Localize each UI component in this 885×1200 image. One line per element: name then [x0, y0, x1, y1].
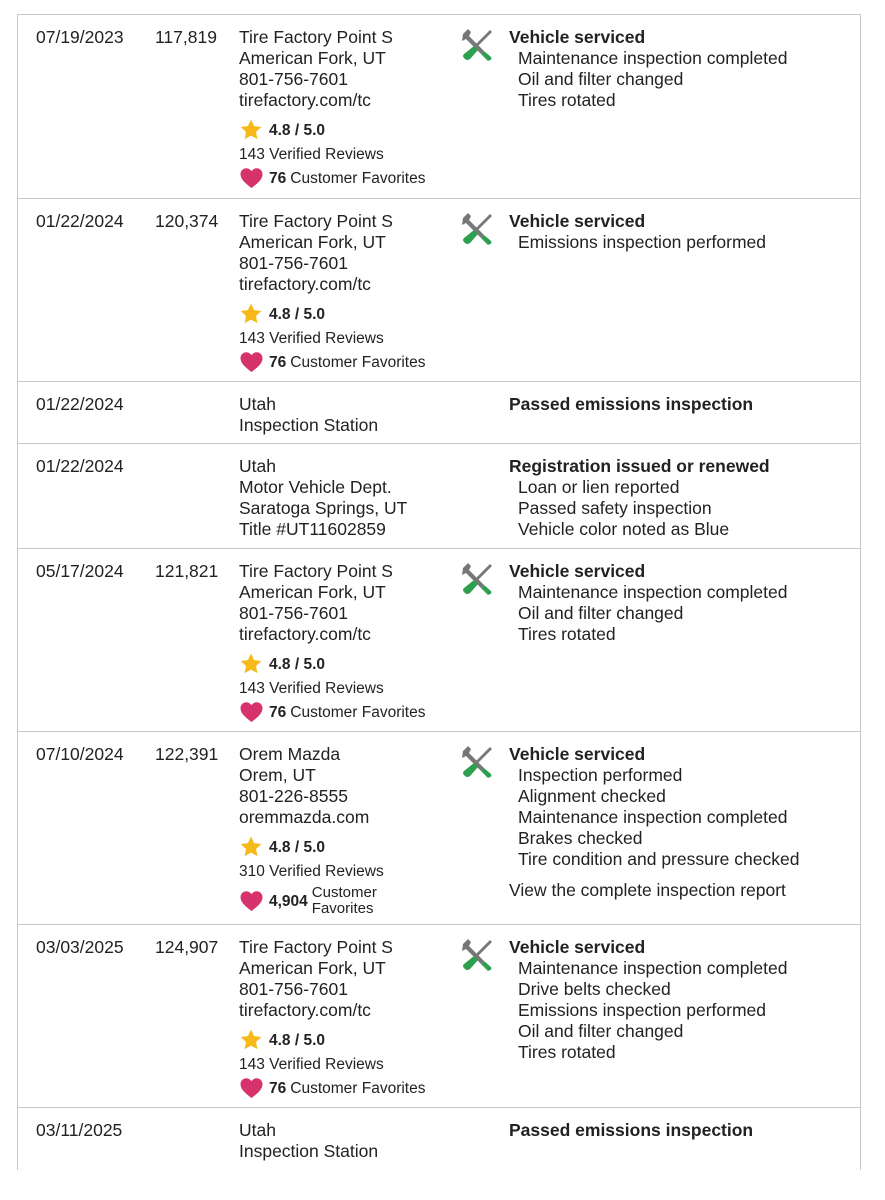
heart-icon [239, 701, 264, 723]
source-line: American Fork, UT [239, 958, 386, 978]
source-line: Motor Vehicle Dept. [239, 477, 392, 497]
source-line: Utah [239, 456, 276, 476]
rating-value: 4.8 / 5.0 [269, 305, 326, 323]
record-details [509, 744, 854, 901]
verified-reviews: 310 Verified Reviews [239, 863, 384, 880]
favorites-count: 76 [269, 353, 287, 371]
detail-item: Maintenance inspection completed [518, 48, 788, 68]
detail-item: Emissions inspection performed [518, 1000, 767, 1020]
detail-item: Oil and filter changed [518, 69, 684, 89]
source-line: 801-756-7601 [239, 253, 348, 273]
service-tools-icon [460, 212, 494, 246]
source-line: tirefactory.com/tc [239, 90, 371, 110]
detail-item: Tire condition and pressure checked [518, 849, 800, 869]
detail-item: Vehicle color noted as Blue [518, 519, 730, 539]
odometer-reading: 120,374 [155, 211, 219, 231]
source-line: 801-756-7601 [239, 979, 348, 999]
rating-row [239, 117, 454, 143]
record-source [239, 744, 454, 919]
record-source [239, 394, 454, 436]
detail-item: Oil and filter changed [518, 1021, 684, 1041]
history-record-row [18, 199, 860, 382]
source-line: Inspection Station [239, 1141, 379, 1161]
record-details [509, 1120, 854, 1141]
customer-favorites [239, 1076, 454, 1100]
detail-item: Maintenance inspection completed [518, 958, 788, 978]
customer-favorites [239, 350, 454, 374]
history-record-row [18, 549, 860, 732]
detail-item: Loan or lien reported [518, 477, 680, 497]
heart-icon [239, 890, 264, 912]
heart-icon [239, 167, 264, 189]
verified-reviews: 143 Verified Reviews [239, 1056, 384, 1073]
source-line: American Fork, UT [239, 48, 386, 68]
history-record-row [18, 1108, 860, 1170]
detail-item: Tires rotated [518, 90, 616, 110]
vehicle-history-table [17, 14, 861, 1170]
favorites-label: Customer Favorites [290, 169, 426, 187]
odometer-reading: 124,907 [155, 937, 219, 957]
source-line: Orem Mazda [239, 744, 341, 764]
record-source [239, 561, 454, 724]
odometer-reading: 117,819 [155, 27, 217, 47]
detail-item: Tires rotated [518, 624, 616, 644]
history-record-row [18, 382, 860, 444]
record-date: 01/22/2024 [36, 456, 124, 476]
detail-item: Emissions inspection performed [518, 232, 767, 252]
odometer-reading: 122,391 [155, 744, 219, 764]
record-details [509, 394, 854, 415]
record-date: 07/10/2024 [36, 744, 124, 764]
source-line: American Fork, UT [239, 232, 386, 252]
detail-item: Oil and filter changed [518, 603, 684, 623]
detail-item: Alignment checked [518, 786, 666, 806]
detail-item: Maintenance inspection completed [518, 807, 788, 827]
rating-value: 4.8 / 5.0 [269, 838, 326, 856]
record-date: 01/22/2024 [36, 211, 124, 231]
customer-favorites [239, 883, 454, 919]
customer-favorites [239, 700, 454, 724]
source-line: Utah [239, 1120, 276, 1140]
record-heading: Registration issued or renewed [509, 456, 770, 476]
star-icon [239, 835, 263, 859]
source-line: Tire Factory Point S [239, 561, 393, 581]
source-line: Tire Factory Point S [239, 27, 393, 47]
service-tools-icon [460, 745, 494, 779]
record-source [239, 27, 454, 190]
source-line: tirefactory.com/tc [239, 624, 371, 644]
detail-item: Tires rotated [518, 1042, 616, 1062]
record-details [509, 456, 854, 540]
record-heading: Vehicle serviced [509, 27, 646, 47]
source-line: Title #UT11602859 [239, 519, 386, 539]
source-line: Tire Factory Point S [239, 937, 393, 957]
record-source [239, 937, 454, 1100]
heart-icon [239, 351, 264, 373]
rating-value: 4.8 / 5.0 [269, 121, 326, 139]
record-heading: Vehicle serviced [509, 937, 646, 957]
rating-row [239, 651, 454, 677]
source-line: 801-226-8555 [239, 786, 348, 806]
service-tools-icon [460, 28, 494, 62]
history-record-row [18, 444, 860, 549]
record-heading: Vehicle serviced [509, 744, 646, 764]
source-line: oremmazda.com [239, 807, 370, 827]
odometer-reading: 121,821 [155, 561, 219, 581]
source-line: Utah [239, 394, 276, 414]
record-date: 03/11/2025 [36, 1120, 123, 1140]
star-icon [239, 1028, 263, 1052]
star-icon [239, 652, 263, 676]
record-heading: Passed emissions inspection [509, 394, 754, 414]
favorites-label: Customer Favorites [290, 703, 426, 721]
favorites-count: 76 [269, 169, 287, 187]
record-details [509, 561, 854, 645]
source-line: Orem, UT [239, 765, 316, 785]
service-tools-icon [460, 938, 494, 972]
favorites-label: Customer Favorites [290, 353, 426, 371]
favorites-count: 76 [269, 703, 287, 721]
detail-item: Brakes checked [518, 828, 643, 848]
record-source [239, 211, 454, 374]
detail-item: Drive belts checked [518, 979, 671, 999]
record-heading: Vehicle serviced [509, 211, 646, 231]
source-line: Saratoga Springs, UT [239, 498, 408, 518]
record-details [509, 211, 854, 253]
record-heading: Vehicle serviced [509, 561, 646, 581]
verified-reviews: 143 Verified Reviews [239, 680, 384, 697]
source-line: tirefactory.com/tc [239, 274, 371, 294]
record-date: 03/03/2025 [36, 937, 124, 957]
verified-reviews: 143 Verified Reviews [239, 146, 384, 163]
source-line: tirefactory.com/tc [239, 1000, 371, 1020]
record-date: 01/22/2024 [36, 394, 124, 414]
inspection-report-link[interactable]: View the complete inspection report [509, 880, 786, 900]
star-icon [239, 302, 263, 326]
favorites-label: Customer Favorites [311, 884, 377, 917]
rating-row [239, 834, 454, 860]
source-line: American Fork, UT [239, 582, 386, 602]
verified-reviews: 143 Verified Reviews [239, 330, 384, 347]
record-source [239, 456, 454, 540]
favorites-count: 4,904 [269, 892, 308, 910]
record-details [509, 937, 854, 1063]
heart-icon [239, 1077, 264, 1099]
favorites-label: Customer Favorites [290, 1079, 426, 1097]
source-line: Inspection Station [239, 415, 379, 435]
detail-item: Inspection performed [518, 765, 683, 785]
history-record-row [18, 15, 860, 199]
record-heading: Passed emissions inspection [509, 1120, 754, 1140]
source-line: Tire Factory Point S [239, 211, 393, 231]
source-line: 801-756-7601 [239, 603, 348, 623]
record-date: 07/19/2023 [36, 27, 124, 47]
record-details [509, 27, 854, 111]
record-date: 05/17/2024 [36, 561, 124, 581]
favorites-count: 76 [269, 1079, 287, 1097]
history-record-row [18, 732, 860, 925]
rating-value: 4.8 / 5.0 [269, 655, 326, 673]
rating-value: 4.8 / 5.0 [269, 1031, 326, 1049]
customer-favorites [239, 166, 454, 190]
rating-row [239, 1027, 454, 1053]
service-tools-icon [460, 562, 494, 596]
star-icon [239, 118, 263, 142]
rating-row [239, 301, 454, 327]
source-line: 801-756-7601 [239, 69, 348, 89]
history-record-row [18, 925, 860, 1108]
detail-item: Maintenance inspection completed [518, 582, 788, 602]
record-source [239, 1120, 454, 1162]
detail-item: Passed safety inspection [518, 498, 712, 518]
